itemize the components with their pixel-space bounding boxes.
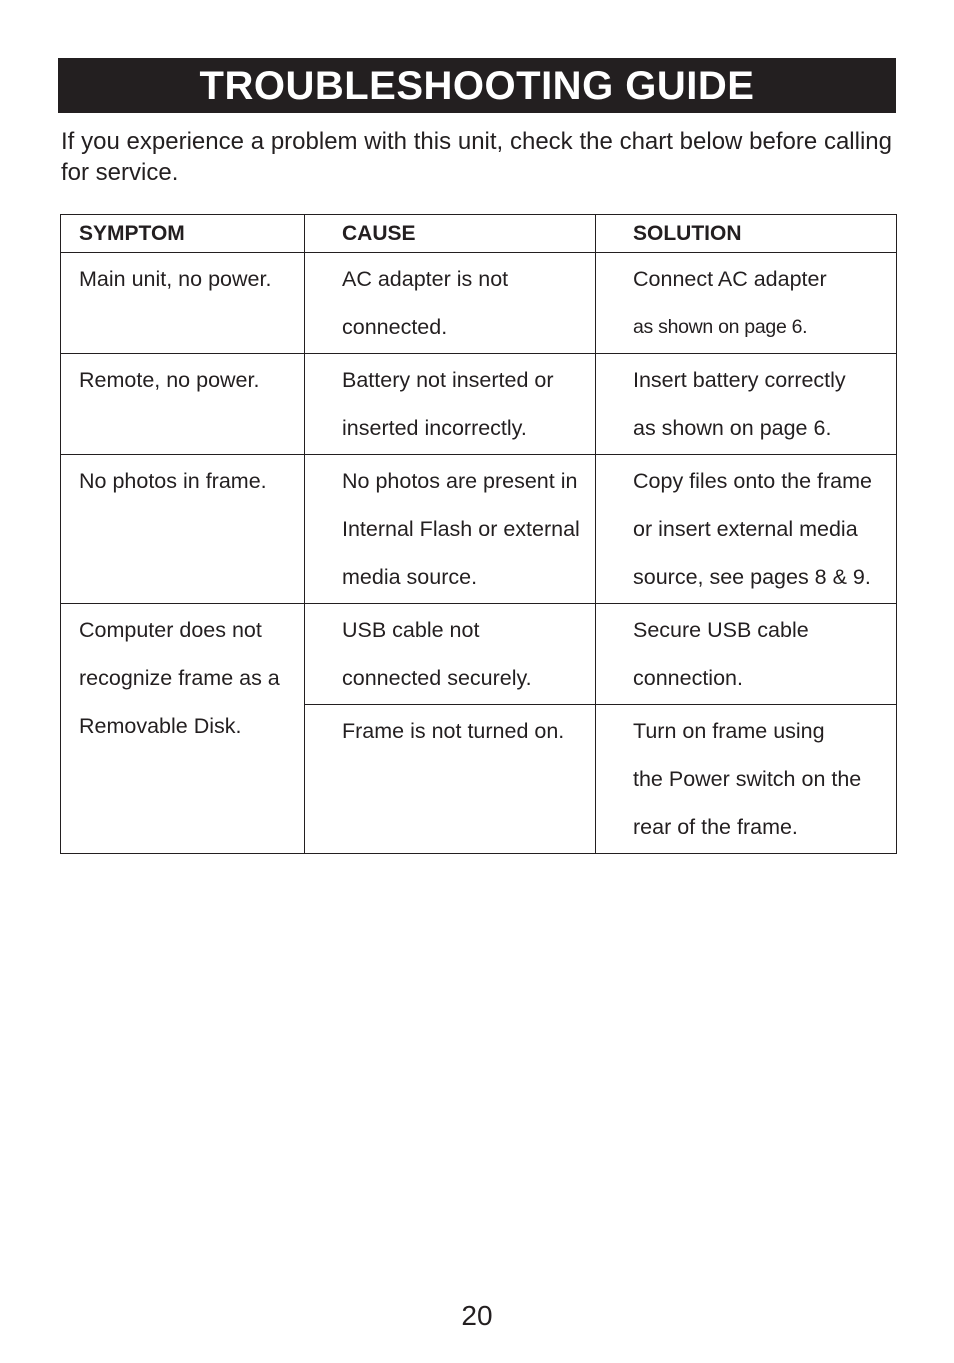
solution-cell bbox=[596, 253, 897, 354]
cause-cell bbox=[305, 604, 596, 705]
symptom-line: Main unit, no power. bbox=[79, 267, 272, 291]
solution-line: Copy files onto the frame bbox=[633, 469, 873, 493]
cause-line: AC adapter is not bbox=[342, 267, 509, 291]
header-symptom: SYMPTOM bbox=[61, 215, 305, 253]
symptom-line: Remote, no power. bbox=[79, 368, 260, 392]
solution-line: Insert battery correctly bbox=[633, 368, 846, 392]
cause-line: inserted incorrectly. bbox=[342, 416, 527, 440]
header-solution: SOLUTION bbox=[596, 215, 897, 253]
table-row bbox=[61, 354, 897, 455]
page-number: 20 bbox=[461, 1300, 493, 1331]
symptom-cell bbox=[61, 354, 305, 455]
table-row bbox=[61, 604, 897, 705]
table-header-row bbox=[61, 215, 897, 253]
symptom-cell bbox=[61, 455, 305, 604]
solution-line: as shown on page 6. bbox=[633, 316, 808, 338]
solution-cell bbox=[596, 354, 897, 455]
cause-line: Frame is not turned on. bbox=[342, 719, 565, 743]
symptom-line: recognize frame as a bbox=[79, 666, 280, 690]
solution-line: the Power switch on the bbox=[633, 767, 862, 791]
cause-cell bbox=[305, 705, 596, 854]
solution-line: as shown on page 6. bbox=[633, 416, 832, 440]
table-row bbox=[61, 253, 897, 354]
cause-line: No photos are present in bbox=[342, 469, 578, 493]
solution-line: rear of the frame. bbox=[633, 815, 798, 839]
cause-line: Internal Flash or external bbox=[342, 517, 580, 541]
symptom-line: Removable Disk. bbox=[79, 714, 242, 738]
symptom-line: No photos in frame. bbox=[79, 469, 267, 493]
table-row bbox=[61, 455, 897, 604]
cause-line: USB cable not bbox=[342, 618, 480, 642]
solution-cell bbox=[596, 705, 897, 854]
symptom-line: Computer does not bbox=[79, 618, 262, 642]
cause-cell bbox=[305, 455, 596, 604]
title-bar bbox=[58, 58, 896, 113]
header-cause: CAUSE bbox=[305, 215, 596, 253]
solution-line: source, see pages 8 & 9. bbox=[633, 565, 871, 589]
solution-line: Connect AC adapter bbox=[633, 267, 827, 291]
cause-line: Battery not inserted or bbox=[342, 368, 554, 392]
solution-cell bbox=[596, 455, 897, 604]
cause-line: connected securely. bbox=[342, 666, 532, 690]
solution-line: Turn on frame using bbox=[633, 719, 825, 743]
cause-line: media source. bbox=[342, 565, 478, 589]
symptom-cell bbox=[61, 604, 305, 854]
cause-cell bbox=[305, 253, 596, 354]
solution-line: Secure USB cable bbox=[633, 618, 809, 642]
cause-line: connected. bbox=[342, 315, 448, 339]
symptom-cell bbox=[61, 253, 305, 354]
page-title: TROUBLESHOOTING GUIDE bbox=[199, 63, 755, 108]
intro-paragraph: If you experience a problem with this unit, check the chart below before calling for service. bbox=[61, 128, 892, 186]
solution-cell bbox=[596, 604, 897, 705]
solution-line: connection. bbox=[633, 666, 743, 690]
troubleshooting-table bbox=[60, 214, 897, 854]
solution-line: or insert external media bbox=[633, 517, 858, 541]
cause-cell bbox=[305, 354, 596, 455]
